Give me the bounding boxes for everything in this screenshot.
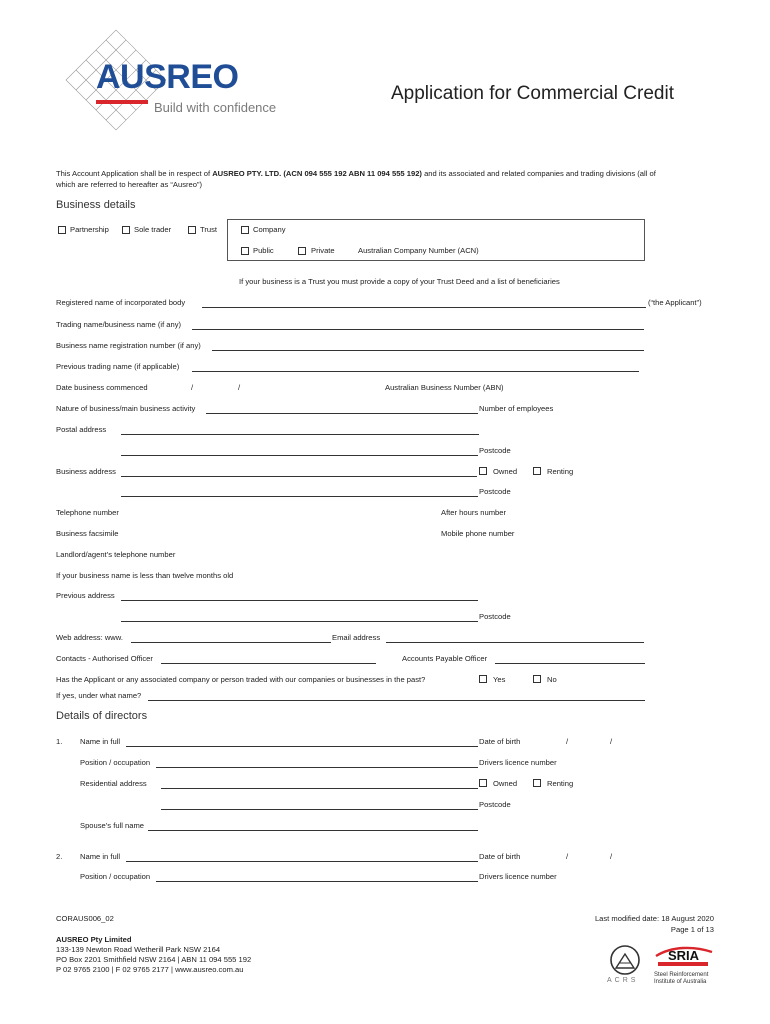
accounts-payable-label: Accounts Payable Officer — [402, 654, 488, 663]
employees-label: Number of employees — [479, 404, 554, 413]
intro-text-a: This Account Application shall be in respect of — [56, 169, 213, 178]
director-1-licence-label: Drivers licence number — [479, 758, 557, 767]
public-checkbox[interactable] — [241, 247, 249, 255]
contacts-field[interactable] — [161, 663, 376, 664]
trust-label: Trust — [200, 225, 218, 234]
email-label: Email address — [332, 633, 381, 642]
footer-address-1: 133-139 Newton Road Wetherill Park NSW 2164 — [56, 945, 221, 954]
registration-number-label: Business name registration number (if any) — [56, 341, 201, 350]
director-1-residential-label: Residential address — [80, 779, 147, 788]
footer-address-3: P 02 9765 2100 | F 02 9765 2177 | www.ausreo.com.au — [56, 965, 244, 974]
business-address-field-2[interactable] — [121, 496, 478, 497]
registered-name-field[interactable] — [202, 307, 646, 308]
facsimile-label: Business facsimile — [56, 529, 119, 538]
sria-label: SRIA — [668, 948, 700, 963]
director-1-residential-field-2[interactable] — [161, 809, 478, 810]
business-owned-checkbox[interactable] — [479, 467, 487, 475]
director-1-spouse-field[interactable] — [148, 830, 478, 831]
trust-checkbox[interactable] — [188, 226, 196, 234]
page-number: Page 1 of 13 — [670, 925, 714, 934]
page-title: Application for Commercial Credit — [391, 83, 674, 104]
traded-no-checkbox[interactable] — [533, 675, 541, 683]
email-field[interactable] — [386, 642, 644, 643]
previous-postcode-label: Postcode — [479, 612, 511, 621]
director-2-number: 2. — [56, 852, 63, 861]
business-owned-label: Owned — [493, 467, 518, 476]
postal-address-field-2[interactable] — [121, 455, 478, 456]
previous-address-label: Previous address — [56, 591, 115, 600]
director-1-dob-slash-2: / — [610, 737, 613, 746]
the-applicant-label: (“the Applicant”) — [648, 298, 702, 307]
director-2-dob-label: Date of birth — [479, 852, 521, 861]
registration-number-field[interactable] — [212, 350, 644, 351]
logo-name: AUSREO — [96, 58, 239, 96]
if-yes-field[interactable] — [148, 700, 645, 701]
company-checkbox[interactable] — [241, 226, 249, 234]
acrs-label: ACRS — [607, 977, 639, 984]
date-commenced-label: Date business commenced — [56, 383, 148, 392]
trust-note: If your business is a Trust you must provide a copy of your Trust Deed and a list of beneficiaries — [239, 277, 560, 286]
acrs-logo — [604, 944, 646, 988]
registered-name-label: Registered name of incorporated body — [56, 298, 186, 307]
director-1-renting-label: Renting — [547, 779, 574, 788]
previous-address-field-2[interactable] — [121, 621, 478, 622]
business-address-field-1[interactable] — [121, 476, 477, 477]
form-code: CORAUS006_02 — [56, 914, 114, 923]
traded-yes-checkbox[interactable] — [479, 675, 487, 683]
sria-sub-1: Steel Reinforcement — [654, 972, 709, 978]
director-2-name-field[interactable] — [126, 861, 478, 862]
director-1-spouse-label: Spouse’s full name — [80, 821, 145, 830]
sria-sub-2: Institute of Australia — [654, 979, 707, 985]
date-slash-1: / — [191, 383, 194, 392]
sria-logo — [654, 944, 716, 990]
telephone-label: Telephone number — [56, 508, 119, 517]
partnership-checkbox[interactable] — [58, 226, 66, 234]
intro-line-1 — [56, 169, 656, 179]
director-1-renting-checkbox[interactable] — [533, 779, 541, 787]
landlord-label: Landlord/agent’s telephone number — [56, 550, 176, 559]
director-1-position-field[interactable] — [156, 767, 478, 768]
postal-address-label: Postal address — [56, 425, 107, 434]
private-label: Private — [311, 246, 335, 255]
footer-address-2: PO Box 2201 Smithfield NSW 2164 | ABN 11 094 555 192 — [56, 955, 252, 964]
logo-tagline: Build with confidence — [154, 100, 277, 115]
intro-company-bold: AUSREO PTY. LTD. (ACN 094 555 192 ABN 11 094 555 192) — [212, 169, 422, 178]
traded-no-label: No — [547, 675, 557, 684]
director-1-owned-checkbox[interactable] — [479, 779, 487, 787]
director-1-dob-slash-1: / — [566, 737, 569, 746]
business-details-heading: Business details — [56, 199, 136, 211]
mobile-label: Mobile phone number — [441, 529, 515, 538]
previous-trading-field[interactable] — [192, 371, 639, 372]
last-modified: Last modified date: 18 August 2020 — [594, 914, 714, 923]
director-1-owned-label: Owned — [493, 779, 518, 788]
previous-address-field-1[interactable] — [121, 600, 478, 601]
director-1-name-field[interactable] — [126, 746, 478, 747]
trading-name-field[interactable] — [192, 329, 644, 330]
less-than-twelve-label: If your business name is less than twelve months old — [56, 571, 234, 580]
acn-label: Australian Company Number (ACN) — [358, 246, 479, 255]
abn-label: Australian Business Number (ABN) — [385, 383, 504, 392]
director-1-number: 1. — [56, 737, 63, 746]
director-2-licence-label: Drivers licence number — [479, 872, 557, 881]
postal-postcode-label: Postcode — [479, 446, 511, 455]
director-2-position-label: Position / occupation — [80, 872, 151, 881]
business-renting-checkbox[interactable] — [533, 467, 541, 475]
director-1-dob-label: Date of birth — [479, 737, 521, 746]
director-1-residential-field-1[interactable] — [161, 788, 478, 789]
sole-trader-checkbox[interactable] — [122, 226, 130, 234]
director-1-postcode-label: Postcode — [479, 800, 511, 809]
intro-text-c: and its associated and related companies and trading divisions (all of — [421, 169, 656, 178]
business-address-label: Business address — [56, 467, 116, 476]
public-label: Public — [253, 246, 274, 255]
director-2-position-field[interactable] — [156, 881, 478, 882]
accounts-payable-field[interactable] — [495, 663, 645, 664]
nature-field[interactable] — [206, 413, 478, 414]
director-1-name-label: Name in full — [80, 737, 121, 746]
logo-red-bar — [96, 100, 148, 104]
postal-address-field-1[interactable] — [121, 434, 479, 435]
web-label: Web address: www. — [56, 633, 123, 642]
date-slash-2: / — [238, 383, 241, 392]
traded-question-label: Has the Applicant or any associated company or person traded with our companies or businesses in the past? — [56, 675, 426, 684]
intro-line-2: which are referred to hereafter as “Ausreo”) — [56, 180, 203, 189]
director-2-name-label: Name in full — [80, 852, 121, 861]
director-2-dob-slash-1: / — [566, 852, 569, 861]
director-1-position-label: Position / occupation — [80, 758, 151, 767]
ausreo-logo — [56, 20, 306, 140]
contacts-label: Contacts - Authorised Officer — [56, 654, 153, 663]
business-postcode-label: Postcode — [479, 487, 511, 496]
traded-yes-label: Yes — [493, 675, 506, 684]
directors-heading: Details of directors — [56, 710, 148, 722]
business-renting-label: Renting — [547, 467, 574, 476]
company-label: Company — [253, 225, 286, 234]
director-2-dob-slash-2: / — [610, 852, 613, 861]
footer-company: AUSREO Pty Limited — [56, 935, 132, 944]
trading-name-label: Trading name/business name (if any) — [56, 320, 182, 329]
partnership-label: Partnership — [70, 225, 109, 234]
web-field[interactable] — [131, 642, 331, 643]
if-yes-label: If yes, under what name? — [56, 691, 142, 700]
nature-label: Nature of business/main business activity — [56, 404, 196, 413]
acrs-emblem-icon — [604, 944, 646, 978]
private-checkbox[interactable] — [298, 247, 306, 255]
previous-trading-label: Previous trading name (if applicable) — [56, 362, 180, 371]
after-hours-label: After hours number — [441, 508, 506, 517]
sole-trader-label: Sole trader — [134, 225, 172, 234]
